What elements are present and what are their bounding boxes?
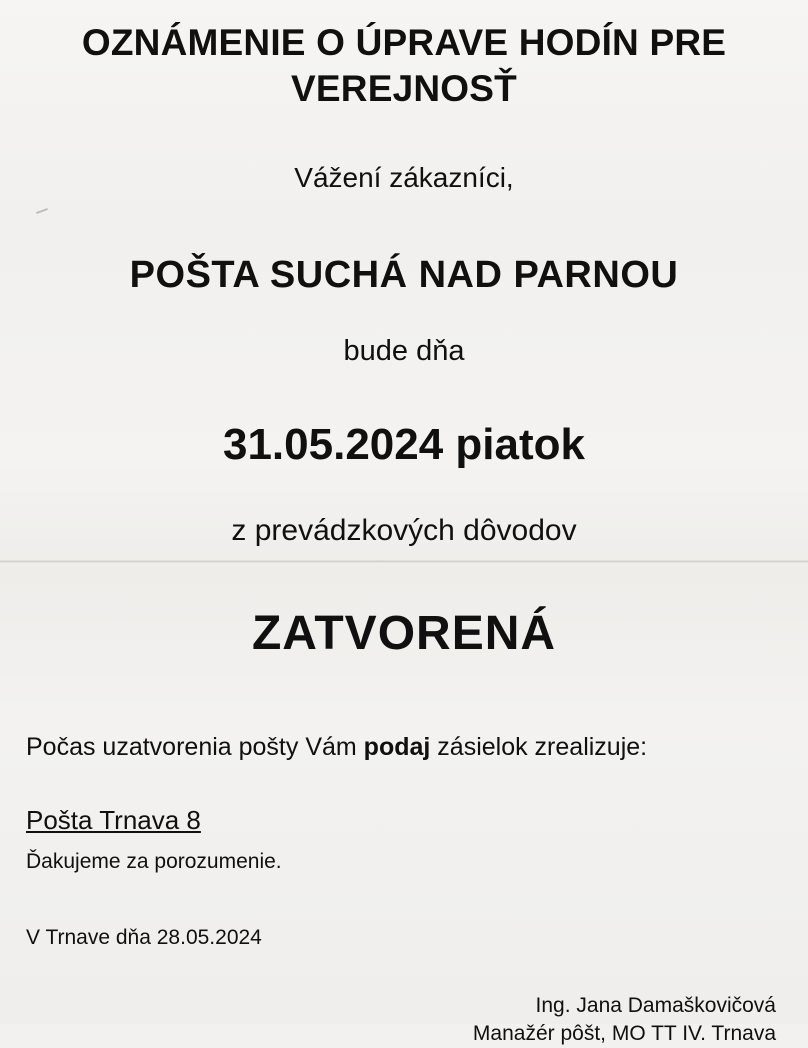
- salutation-text: Vážení zákazníci,: [294, 161, 514, 193]
- substitute-intro-after: zásielok zrealizuje:: [430, 732, 648, 761]
- signature-name: Ing. Jana Damaškovičová: [535, 993, 776, 1017]
- substitute-office: Pošta Trnava 8: [26, 804, 201, 835]
- place-and-date: V Trnave dňa 28.05.2024: [26, 925, 262, 949]
- closure-reason: z prevádzkových dôvodov: [231, 513, 577, 547]
- thanks-text: Ďakujeme za porozumenie.: [26, 849, 282, 873]
- substitute-intro-before: Počas uzatvorenia pošty Vám: [26, 732, 364, 761]
- signature-block: [18, 992, 790, 1048]
- office-name: POŠTA SUCHÁ NAD PARNOU: [129, 253, 679, 296]
- substitute-intro-emphasis: podaj: [363, 732, 431, 761]
- page-title: OZNÁMENIE O ÚPRAVE HODÍN PRE VEREJNOSŤ: [81, 22, 727, 109]
- signature-role: Manažér pôšt, MO TT IV. Trnava: [472, 1022, 776, 1046]
- closure-date: 31.05.2024 piatok: [222, 419, 585, 469]
- on-day-label: bude dňa: [343, 334, 465, 367]
- status-badge: ZATVORENÁ: [251, 606, 557, 660]
- substitute-intro: [26, 733, 790, 762]
